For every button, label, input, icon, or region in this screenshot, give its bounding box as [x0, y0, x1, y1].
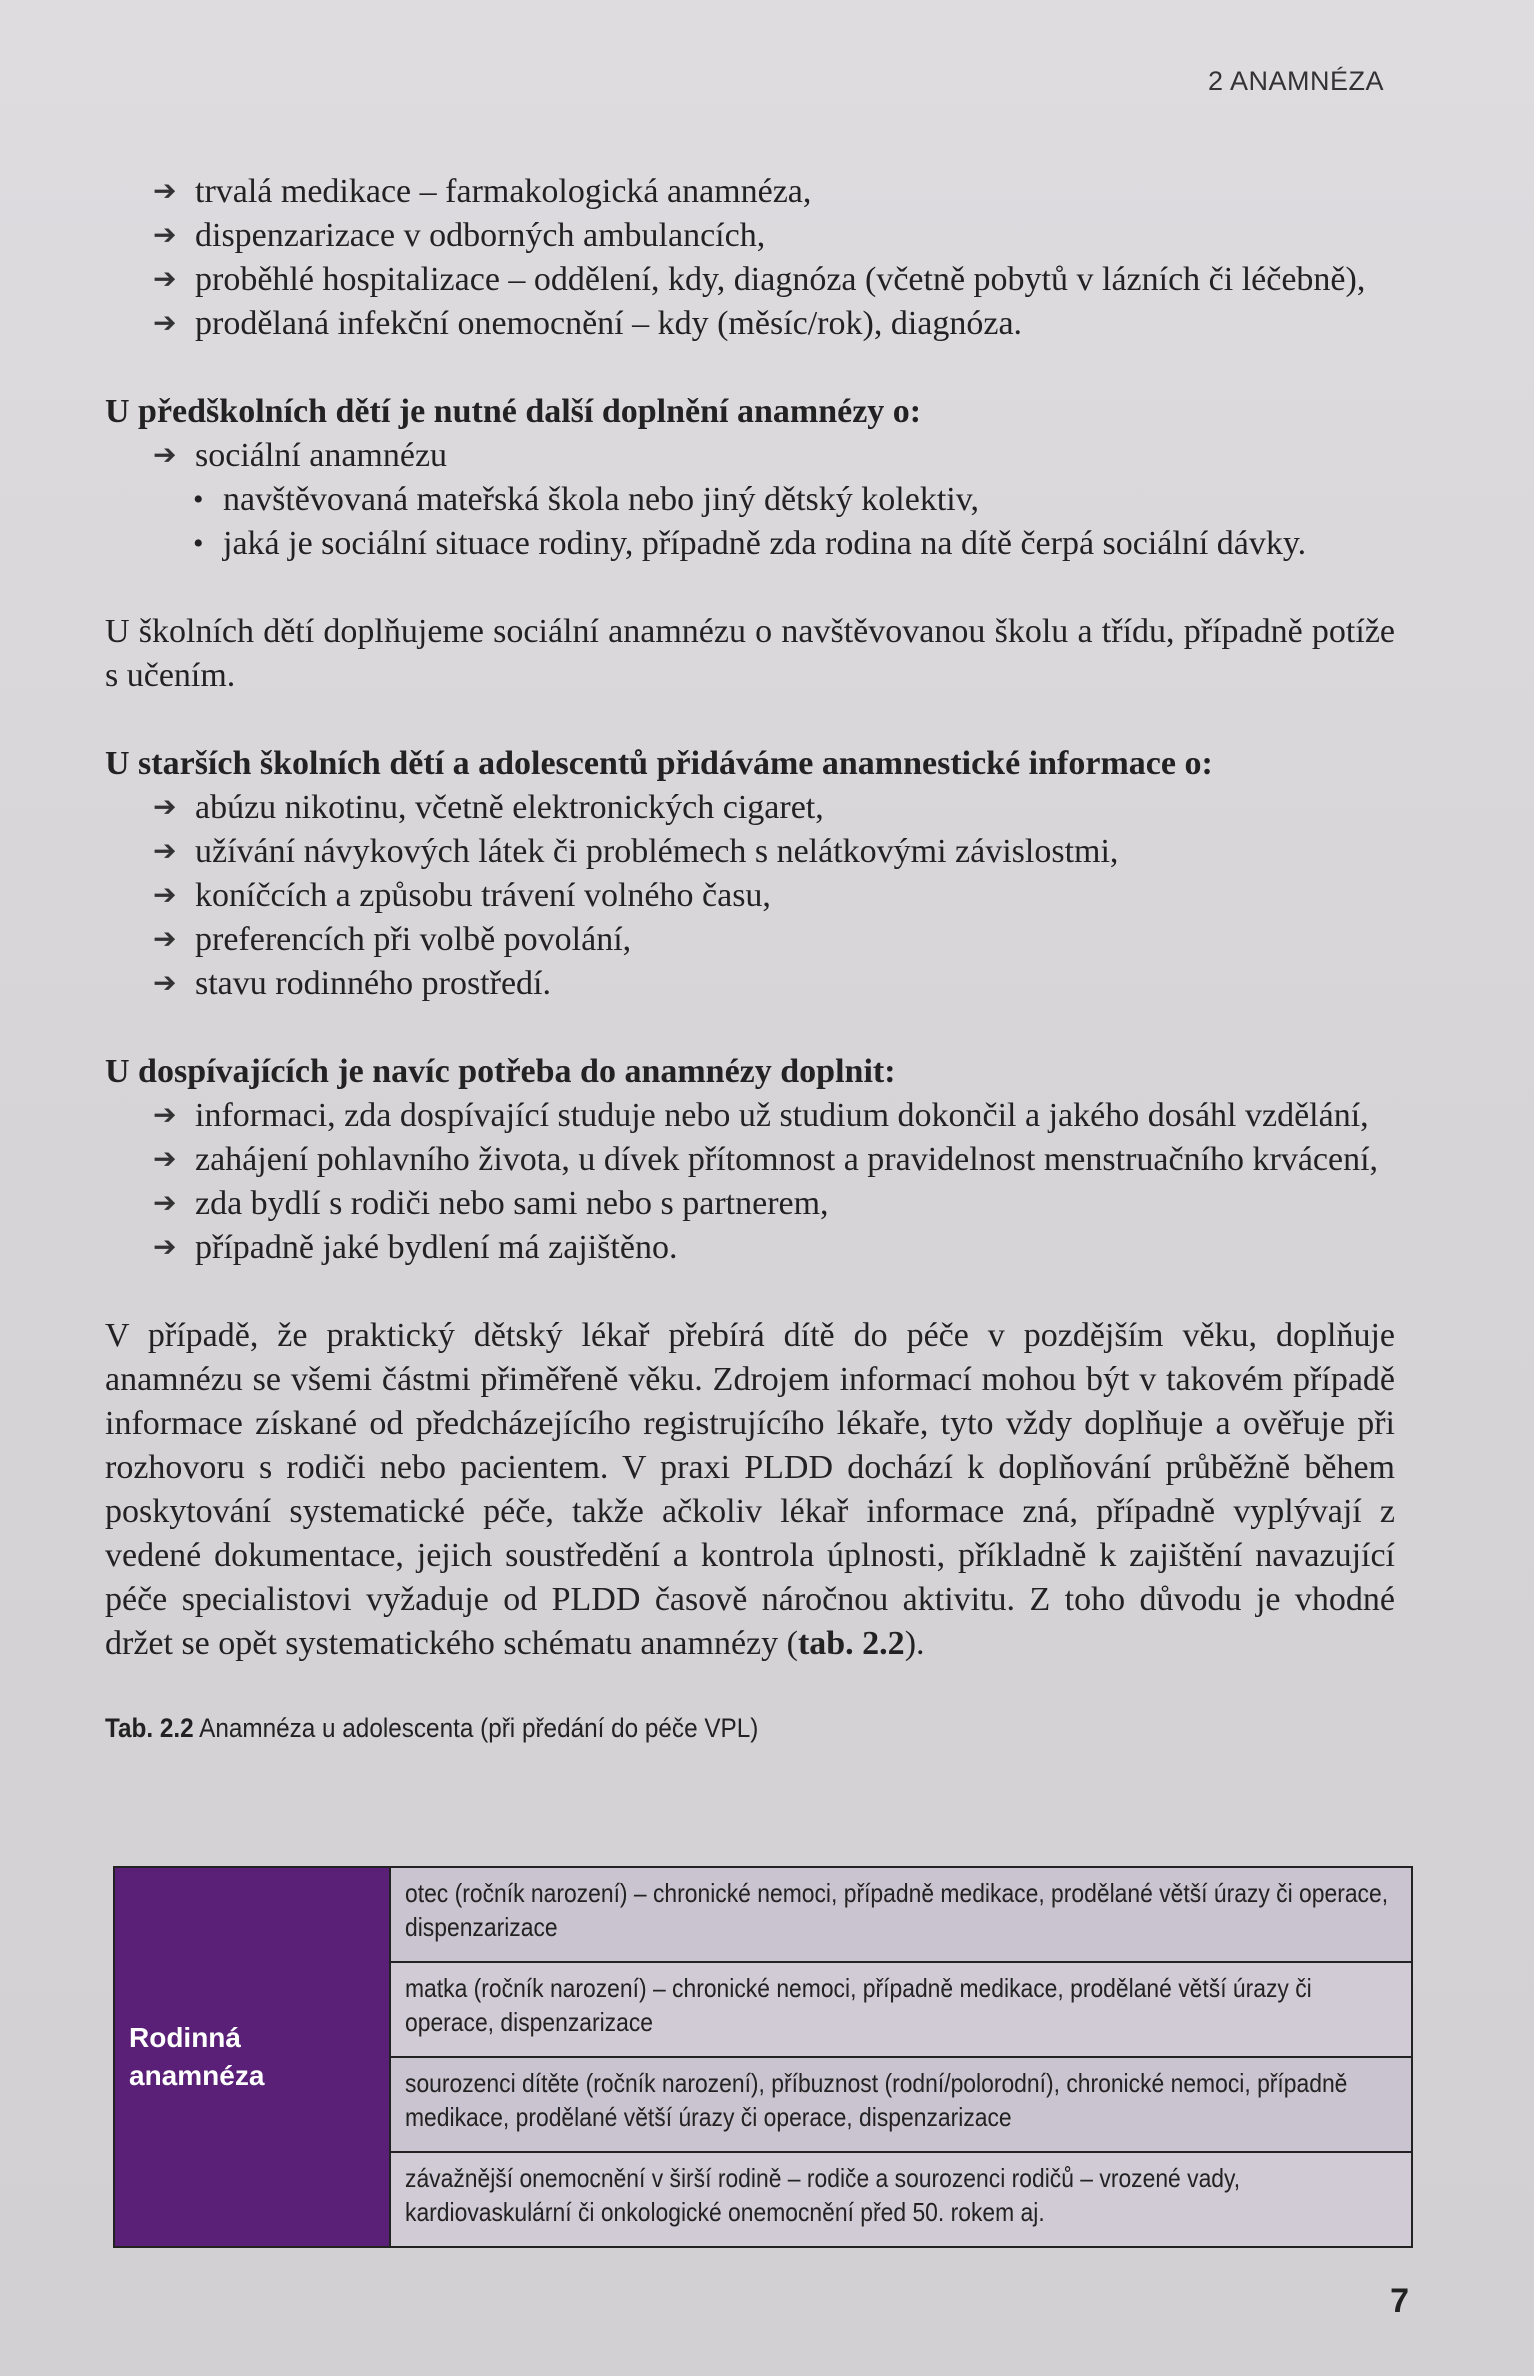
list-item: ➔ proběhlé hospitalizace – oddělení, kdy, diagnóza (včetně pobytů v lázních či léčebně), [105, 258, 1395, 302]
list-item: ➔ stavu rodinného prostředí. [105, 962, 1395, 1006]
arrow-right-icon: ➔ [153, 792, 177, 823]
section-heading-teen: U dospívajících je navíc potřeba do anamnézy doplnit: [105, 1053, 896, 1090]
arrow-right-icon: ➔ [153, 1100, 177, 1131]
list-item: ➔ informaci, zda dospívající studuje nebo už studium dokončil a jakého dosáhl vzdělání, [105, 1094, 1395, 1138]
section-heading-older: U starších školních dětí a adolescentů přidáváme anamnestické informace o: [105, 745, 1213, 782]
preschool-sublist [105, 478, 1395, 566]
arrow-right-icon: ➔ [153, 836, 177, 867]
arrow-right-icon: ➔ [153, 308, 177, 339]
paragraph-main: V případě, že praktický dětský lékař přebírá dítě do péče v pozdějším věku, doplňuje anamnézu se všemi částmi přiměřeně věku. Zdrojem informací mohou být v takovém případě informace získané od předcházejícího registrujícího lékaře, tyto vždy doplňuje a ověřuje při rozhovoru s rodiči nebo pacientem. V praxi PLDD dochází k doplňování průběžně během poskytování systematické péče, takže ačkoliv lékař informace zná, případně vyplývají z vedené dokumentace, jejich soustředění a kontrola úplnosti, příkladně k zajištění navazující péče specialistovi vyžaduje od PLDD časově náročnou aktivitu. Z toho důvodu je vhodné držet se opět systematického schématu anamnézy (tab. 2.2). [105, 1317, 1395, 1662]
list-item: ➔ případně jaké bydlení má zajištěno. [105, 1226, 1395, 1270]
dot-icon: • [193, 483, 204, 516]
row-header: Rodinná anamnéza [114, 1867, 390, 2247]
running-head: 2 ANAMNÉZA [1207, 66, 1384, 96]
arrow-right-icon: ➔ [153, 1188, 177, 1219]
paragraph-school: U školních dětí doplňujeme sociální anamnézu o navštěvovanou školu a třídu, případně potíže s učením. [105, 613, 1395, 694]
list-item: • jaká je sociální situace rodiny, případně zda rodina na dítě čerpá sociální dávky. [105, 522, 1395, 566]
table-reference: tab. 2.2 [797, 1625, 905, 1662]
page-content [105, 170, 1395, 1750]
list-item: ➔ abúzu nikotinu, včetně elektronických cigaret, [105, 786, 1395, 830]
preschool-list [105, 434, 1395, 478]
table-caption: Tab. 2.2 Anamnéza u adolescenta (při předání do péče VPL) [105, 1713, 759, 1743]
family-history-table [113, 1866, 1413, 2248]
list-item: ➔ preferencích při volbě povolání, [105, 918, 1395, 962]
table-cell: matka (ročník narození) – chronické nemoci, případně medikace, prodělané větší úrazy či operace, dispenzarizace [390, 1962, 1412, 2057]
page-number: 7 [1390, 2282, 1409, 2320]
list-item: ➔ prodělaná infekční onemocnění – kdy (měsíc/rok), diagnóza. [105, 302, 1395, 346]
arrow-right-icon: ➔ [153, 880, 177, 911]
list-item: • navštěvovaná mateřská škola nebo jiný dětský kolektiv, [105, 478, 1395, 522]
table-cell: závažnější onemocnění v širší rodině – rodiče a sourozenci rodičů – vrozené vady, kardiovaskulární či onkologické onemocnění před 50. rokem aj. [390, 2152, 1412, 2247]
teen-list [105, 1094, 1395, 1270]
arrow-right-icon: ➔ [153, 1232, 177, 1263]
list-item: ➔ dispenzarizace v odborných ambulancích, [105, 214, 1395, 258]
arrow-right-icon: ➔ [153, 924, 177, 955]
arrow-right-icon: ➔ [153, 220, 177, 251]
list-item: ➔ užívání návykových látek či problémech s nelátkovými závislostmi, [105, 830, 1395, 874]
list-item: ➔ zda bydlí s rodiči nebo sami nebo s partnerem, [105, 1182, 1395, 1226]
table-cell: sourozenci dítěte (ročník narození), příbuznost (rodní/polorodní), chronické nemoci, případně medikace, prodělané větší úrazy či operace, dispenzarizace [390, 2057, 1412, 2152]
arrow-right-icon: ➔ [153, 1144, 177, 1175]
table-row [114, 1867, 1412, 1962]
arrow-right-icon: ➔ [153, 440, 177, 471]
dot-icon: • [193, 527, 204, 560]
arrow-right-icon: ➔ [153, 176, 177, 207]
list-item: ➔ sociální anamnézu [105, 434, 1395, 478]
list-item: ➔ zahájení pohlavního života, u dívek přítomnost a pravidelnost menstruačního krvácení, [105, 1138, 1395, 1182]
list-item: ➔ trvalá medikace – farmakologická anamnéza, [105, 170, 1395, 214]
older-list [105, 786, 1395, 1006]
section-heading-preschool: U předškolních dětí je nutné další doplnění anamnézy o: [105, 393, 922, 430]
list-item: ➔ koníčcích a způsobu trávení volného času, [105, 874, 1395, 918]
table-cell: otec (ročník narození) – chronické nemoci, případně medikace, prodělané větší úrazy či operace, dispenzarizace [390, 1867, 1412, 1962]
arrow-right-icon: ➔ [153, 264, 177, 295]
history-list [105, 170, 1395, 346]
arrow-right-icon: ➔ [153, 968, 177, 999]
